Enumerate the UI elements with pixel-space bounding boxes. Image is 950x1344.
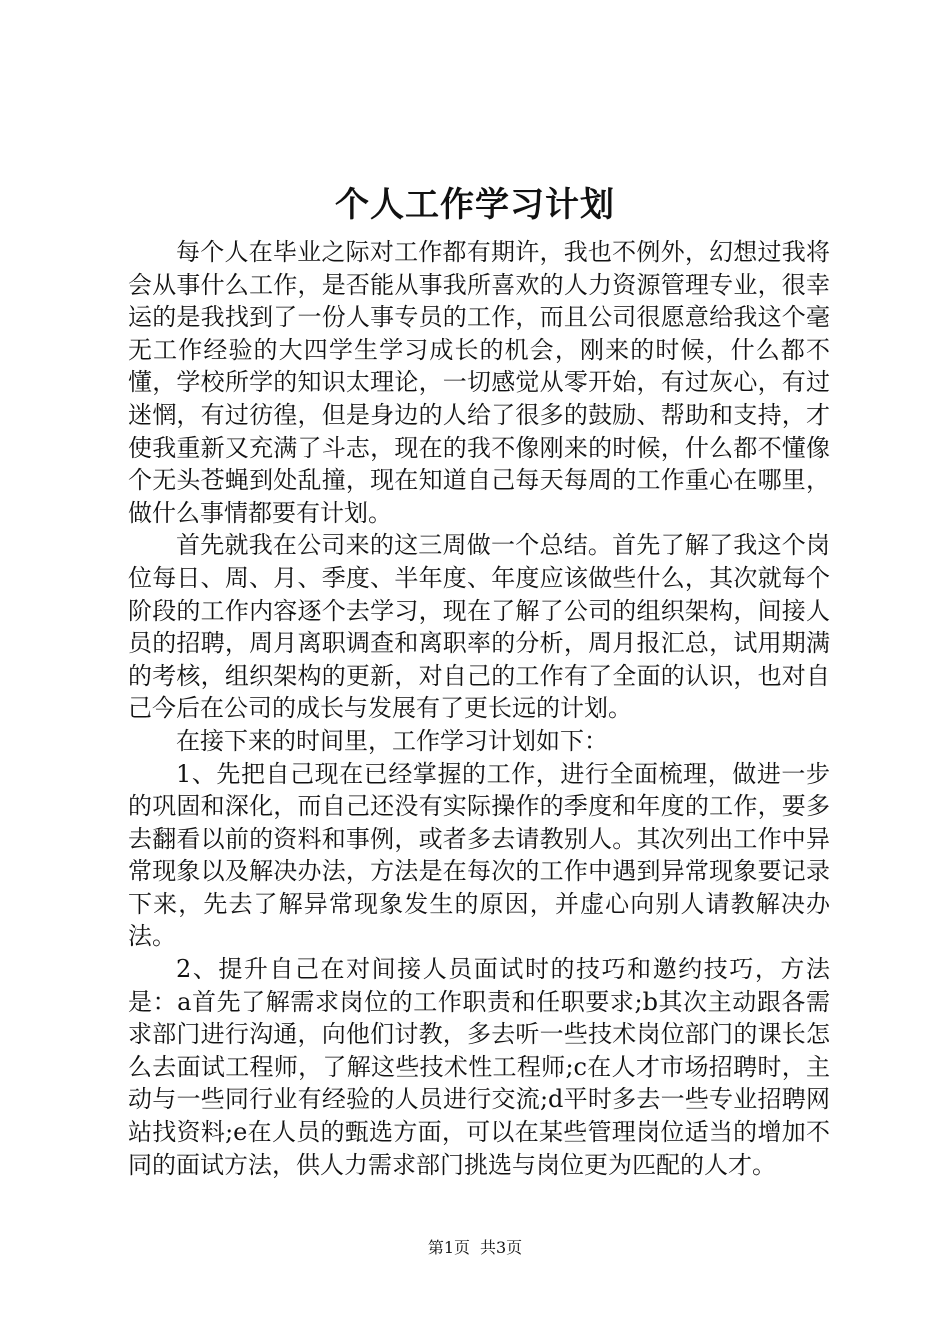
- page-number-current: 第1页: [427, 1238, 470, 1257]
- paragraph-plan-item-2: 2、提升自己在对间接人员面试时的技巧和邀约技巧，方法是：a首先了解需求岗位的工作职责和任职要求;b其次主动跟各需求部门进行沟通，向他们讨教，多去听一些技术岗位部门的课长怎么去面试工程师，了解这些技术性工程师;c在人才市场招聘时，主动与一些同行业有经验的人员进行交流;d平时多去一些专业招聘网站找资料;e在人员的甄选方面，可以在某些管理岗位适当的增加不同的面试方法，供人力需求部门挑选与岗位更为匹配的人才。: [128, 955, 830, 1179]
- page-number-total: 共3页: [480, 1238, 523, 1257]
- document-title: 个人工作学习计划: [335, 185, 615, 225]
- paragraph-intro: 每个人在毕业之际对工作都有期许，我也不例外，幻想过我将会从事什么工作，是否能从事我所喜欢的人力资源管理专业，很幸运的是我找到了一份人事专员的工作，而且公司很愿意给我这个毫无工作经验的大四学生学习成长的机会，刚来的时候，什么都不懂，学校所学的知识太理论，一切感觉从零开始，有过灰心，有过迷惘，有过彷徨，但是身边的人给了很多的鼓励、帮助和支持，才使我重新又充满了斗志，现在的我不像刚来的时候，什么都不懂像个无头苍蝇到处乱撞，现在知道自己每天每周的工作重心在哪里，做什么事情都要有计划。: [128, 238, 830, 527]
- document-body: [128, 236, 830, 1181]
- paragraph-summary: 首先就我在公司来的这三周做一个总结。首先了解了我这个岗位每日、周、月、季度、半年度、年度应该做些什么，其次就每个阶段的工作内容逐个去学习，现在了解了公司的组织架构，间接人员的招聘，周月离职调查和离职率的分析，周月报汇总，试用期满的考核，组织架构的更新，对自己的工作有了全面的认识，也对自己今后在公司的成长与发展有了更长远的计划。: [128, 531, 830, 723]
- paragraph-plan-item-1: 1、先把自己现在已经掌握的工作，进行全面梳理，做进一步的巩固和深化，而自己还没有实际操作的季度和年度的工作，要多去翻看以前的资料和事例，或者多去请教别人。其次列出工作中异常现象以及解决办法，方法是在每次的工作中遇到异常现象要记录下来，先去了解异常现象发生的原因，并虚心向别人请教解决办法。: [128, 759, 830, 951]
- paragraph-plan-heading: 在接下来的时间里，工作学习计划如下：: [176, 726, 608, 755]
- page-footer: [0, 1236, 950, 1260]
